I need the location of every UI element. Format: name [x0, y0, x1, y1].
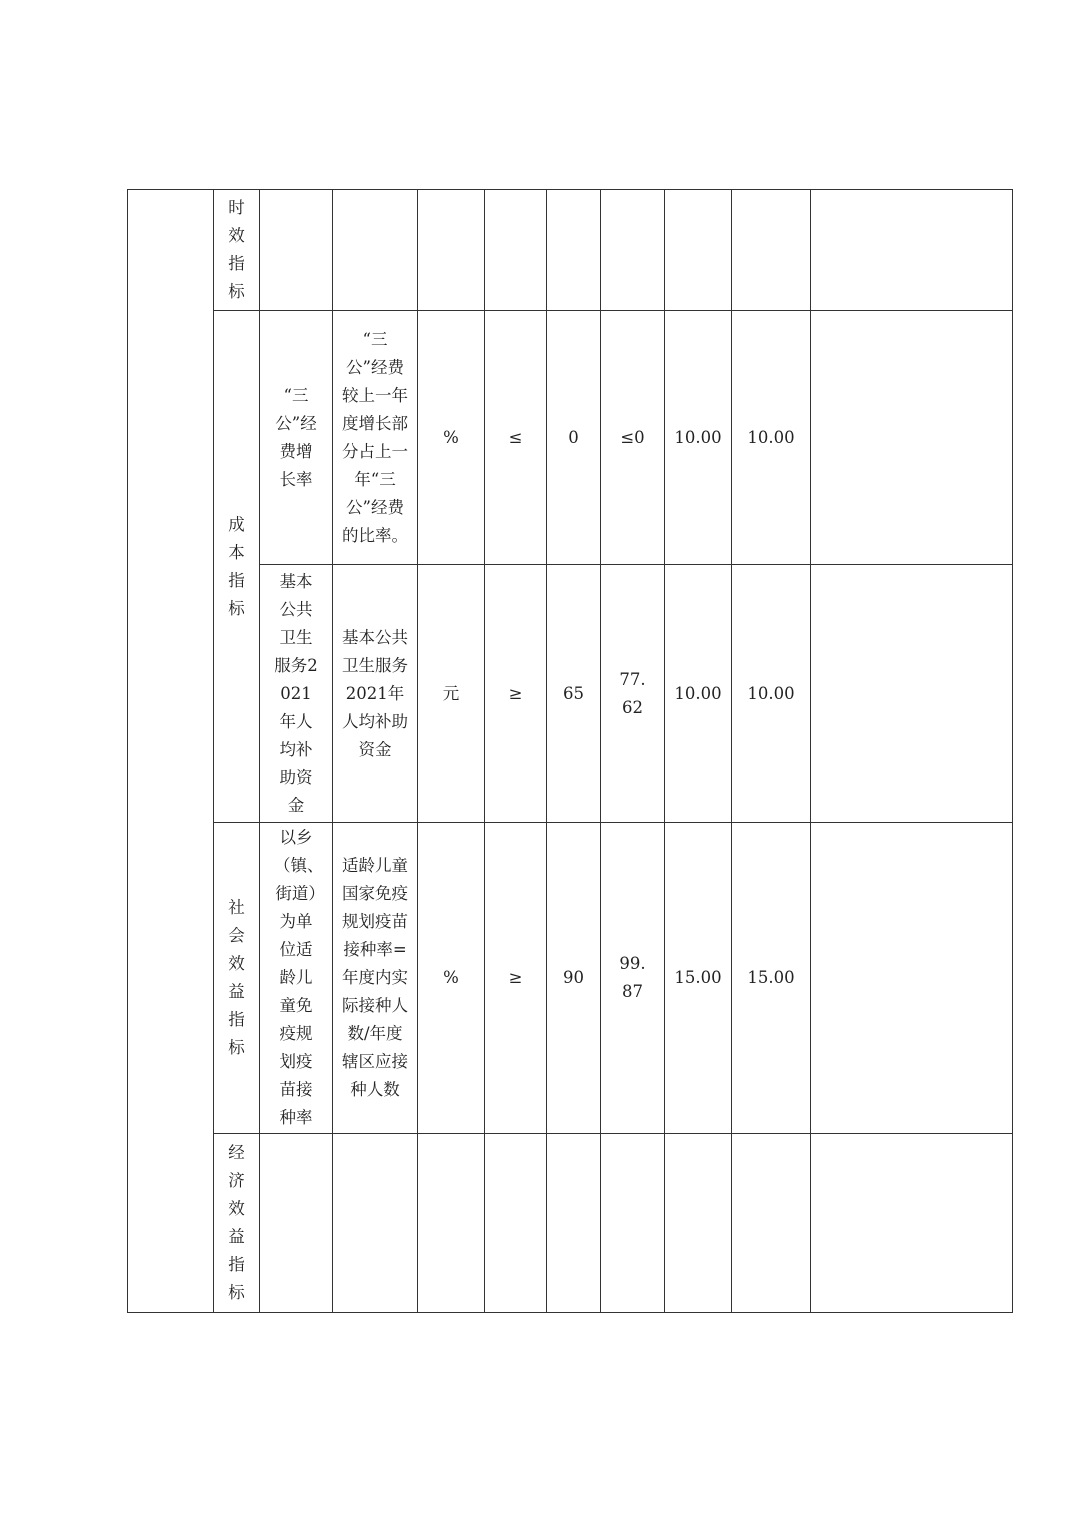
table-row	[128, 823, 1013, 1134]
indicator-description: 基本公共卫生服务2021年人均补助资金	[342, 627, 408, 759]
score-cell	[732, 565, 811, 823]
target-cell	[547, 565, 601, 823]
indicator-name: “三公”经费增长率	[275, 385, 317, 489]
table-row	[128, 311, 1013, 565]
indicator-name-cell	[260, 823, 333, 1134]
unit-cell	[418, 823, 485, 1134]
weight-cell	[665, 823, 732, 1134]
category-label: 经济效益指标	[228, 1143, 245, 1302]
category-label: 成本指标	[228, 514, 245, 618]
score-value: 15.00	[747, 968, 795, 987]
target-value: 0	[568, 427, 579, 447]
blank-first-level-cell	[128, 190, 214, 1313]
unit-cell	[418, 311, 485, 565]
score-value: 10.00	[747, 683, 795, 703]
table-row	[128, 190, 1013, 311]
operator-cell	[485, 311, 547, 565]
indicator-name-cell	[260, 565, 333, 823]
weight-value: 10.00	[674, 683, 722, 703]
operator-cell	[485, 565, 547, 823]
actual-value: 99.87	[619, 954, 646, 1001]
actual-cell	[601, 823, 665, 1134]
category-cell	[214, 823, 260, 1134]
unit: %	[443, 427, 459, 447]
category-cell	[214, 1134, 260, 1313]
indicator-name: 以乡（镇、街道）为单位适龄儿童免疫规划疫苗接种率	[274, 828, 324, 1127]
category-cell	[214, 311, 260, 823]
weight-cell	[665, 565, 732, 823]
score-cell	[732, 823, 811, 1134]
remark-cell	[811, 565, 1013, 823]
remark-cell	[811, 823, 1013, 1134]
weight-cell	[665, 311, 732, 565]
indicator-description: 适龄儿童国家免疫规划疫苗接种率=年度内实际接种人数/年度辖区应接种人数	[342, 856, 408, 1099]
weight-value: 15.00	[674, 968, 722, 987]
performance-indicator-table	[127, 189, 1013, 1313]
actual-cell	[601, 311, 665, 565]
indicator-description: “三公”经费较上一年度增长部分占上一年“三公”经费的比率。	[342, 329, 408, 545]
table-row	[128, 565, 1013, 823]
actual-value: ≤0	[620, 427, 645, 447]
unit: %	[443, 968, 459, 987]
actual-value: 77.62	[619, 669, 646, 717]
indicator-description-cell	[333, 823, 418, 1134]
operator-cell	[485, 823, 547, 1134]
score-cell	[732, 311, 811, 565]
target-value: 65	[563, 683, 584, 703]
operator: ≥	[508, 968, 523, 987]
actual-cell	[601, 565, 665, 823]
remark-cell	[811, 311, 1013, 565]
indicator-name-cell	[260, 311, 333, 565]
indicator-name: 基本公共卫生服务2021年人均补助资金	[274, 571, 318, 815]
category-label: 时效指标	[228, 198, 245, 301]
indicator-description-cell	[333, 565, 418, 823]
target-value: 90	[563, 968, 584, 987]
operator: ≥	[508, 683, 523, 703]
unit: 元	[442, 683, 460, 703]
score-value: 10.00	[747, 427, 795, 447]
target-cell	[547, 823, 601, 1134]
weight-value: 10.00	[674, 427, 722, 447]
table-row	[128, 1134, 1013, 1313]
target-cell	[547, 311, 601, 565]
indicator-description-cell	[333, 311, 418, 565]
unit-cell	[418, 565, 485, 823]
operator: ≤	[508, 427, 523, 447]
category-label: 社会效益指标	[228, 898, 245, 1057]
category-cell	[214, 190, 260, 311]
